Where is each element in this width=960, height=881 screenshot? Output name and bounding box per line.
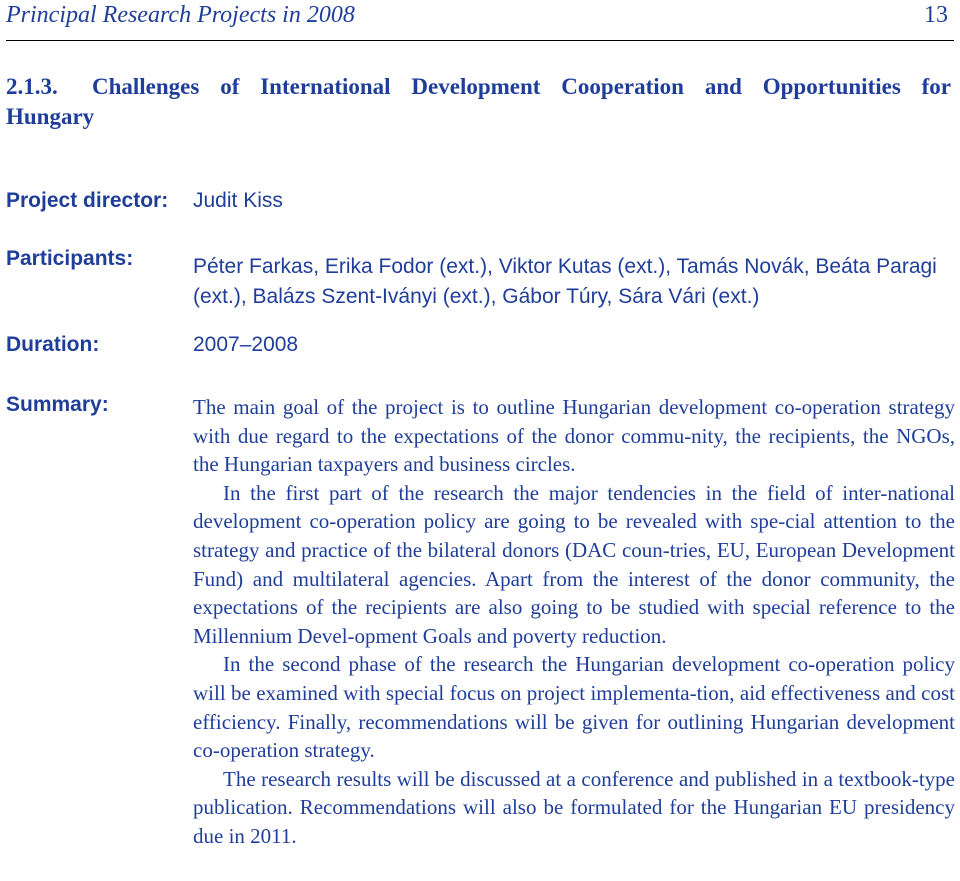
summary-paragraph-4: The research results will be discussed at a conference and published in a textbook-type publication. Recommendations will also be formulated for the Hungarian EU presidency due in 2011. <box>193 766 955 848</box>
duration-value: 2007–2008 <box>193 333 299 356</box>
project-director-value: Judit Kiss <box>193 189 283 212</box>
section-number: 2.1.3. <box>6 74 58 99</box>
duration-label: Duration: <box>6 333 100 356</box>
section-heading-line-1 <box>6 72 951 102</box>
participants-value: Péter Farkas, Erika Fodor (ext.), Viktor Kutas (ext.), Tamás Novák, Beáta Paragi (ext.), Balázs Szent-Iványi (ext.), Gábor Túry, Sára Vári (ext.) <box>193 255 937 308</box>
summary-body <box>193 393 955 851</box>
project-director-label: Project director: <box>6 189 169 212</box>
running-header <box>6 0 954 41</box>
participants-label: Participants: <box>6 247 134 270</box>
summary-paragraph-2: In the first part of the research the major tendencies in the field of inter-national development co-operation policy are going to be revealed with spe-cial attention to the strategy and practice of the bilateral donors (DAC coun-tries, EU, European Development Fund) and multilateral agencies. Apart from the interest of the donor community, the expectations of the recipients are also going to be studied with special reference to the Millennium Devel-opment Goals and poverty reduction. <box>193 480 955 648</box>
section-heading <box>6 72 951 132</box>
page-number: 13 <box>924 2 948 28</box>
summary-label: Summary: <box>6 393 109 416</box>
summary-paragraph-1: The main goal of the project is to outline Hungarian development co-operation strategy with due regard to the expectations of the donor commu-nity, the recipients, the NGOs, the Hungarian taxpayers and business circles. <box>193 395 955 477</box>
summary-paragraph-3: In the second phase of the research the Hungarian development co-operation policy will be examined with special focus on project implementa-tion, aid effectiveness and cost efficiency. Finally, recommendations will be given for outlining Hungarian development co-operation strategy. <box>193 652 955 763</box>
header-title: Principal Research Projects in 2008 <box>6 2 355 28</box>
section-title-line-1: Challenges of International Development Cooperation and Opportunities for <box>92 74 951 99</box>
section-title-line-2: Hungary <box>6 104 95 129</box>
